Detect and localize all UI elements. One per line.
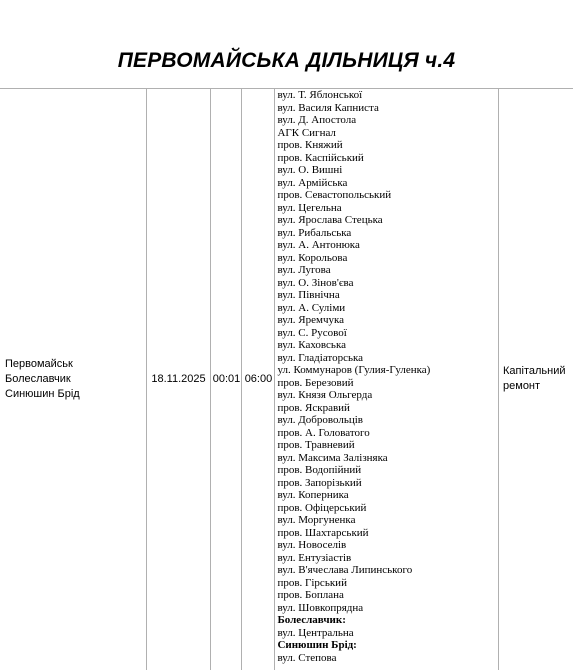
street-item: вул. Ярослава Стецька [277,214,383,226]
page-title: ПЕРВОМАЙСЬКА ДІЛЬНИЦЯ ч.4 [117,49,456,72]
street-item: ул. Коммунаров (Гулия-Гуленка) [277,364,431,376]
street-item: вул. Лугова [277,264,331,276]
street-item: вул. Новоселів [277,539,347,551]
street-item: вул. В'ячеслава Липинського [277,564,413,576]
work-type-line: ремонт [503,380,541,393]
table-row [0,89,573,670]
outage-schedule-table [0,88,573,670]
time-start-cell [211,89,242,670]
street-item: вул. Василя Капниста [277,101,379,114]
street-item: пров. Яскравий [277,401,350,414]
street-item: пров. Севастопольський [277,189,392,201]
location-name: Болеславчик [5,372,71,385]
street-item: пров. Шахтарський [277,526,369,539]
time-end: 06:00 [244,372,273,385]
street-item: вул. А. Суліми [277,301,346,314]
outage-date: 18.11.2025 [151,372,206,385]
location-name: Синюшин Брід [5,387,80,400]
street-item: пров. Гірський [277,576,347,589]
time-start: 00:01 [212,372,241,385]
street-item: вул. Моргуненка [277,514,356,526]
street-item: АГК Сигнал [277,126,336,139]
street-item: вул. О. Зінов'єва [277,276,354,289]
street-item: вул. Шовкопрядна [277,601,364,614]
date-cell [146,89,211,670]
time-end-cell [242,89,275,670]
street-item: вул. Армійська [277,176,348,189]
work-type-line: Капітальний [503,365,566,378]
street-item: вул. Д. Апостола [277,114,357,126]
street-item: вул. Гладіаторська [277,351,364,364]
street-item: пров. Водопійний [277,464,362,476]
street-item: вул. Коперника [277,489,349,501]
street-item: вул. С. Русової [277,326,347,339]
settlement-header: Синюшин Брід: [277,639,357,651]
street-item: вул. Добровольців [277,414,363,426]
street-item: вул. Рибальська [277,226,352,239]
street-item: вул. О. Вишні [277,164,343,176]
street-item: вул. Ентузіастів [277,551,352,564]
location-name: Первомайськ [5,357,73,370]
street-item: вул. Степова [277,651,337,664]
street-item: пров. А. Головатого [277,426,370,439]
streets-cell [275,89,499,670]
street-item: пров. Боплана [277,589,344,601]
street-item: пров. Березовий [277,376,354,389]
street-item: пров. Офіцерський [277,501,367,514]
street-item: пров. Травневий [277,439,355,451]
street-item: вул. Каховська [277,339,347,351]
street-item: вул. Північна [277,289,340,301]
street-item: вул. Князя Ольгерда [277,389,373,401]
location-cell [0,89,146,670]
street-item: вул. Т. Яблонської [277,89,363,101]
street-item: пров. Княжий [277,139,343,151]
street-item: вул. А. Антонюка [277,239,360,251]
street-item: вул. Яремчука [277,314,345,326]
street-item: вул. Максима Залізняка [277,451,388,464]
work-type-cell [499,89,573,670]
street-item: вул. Цегельна [277,201,342,214]
street-item: вул. Корольова [277,251,348,264]
streets-list [277,89,498,664]
street-item: пров. Каспійський [277,151,364,164]
street-item: вул. Центральна [277,626,354,639]
settlement-header: Болеславчик: [277,614,346,626]
street-item: пров. Запорізький [277,476,362,489]
